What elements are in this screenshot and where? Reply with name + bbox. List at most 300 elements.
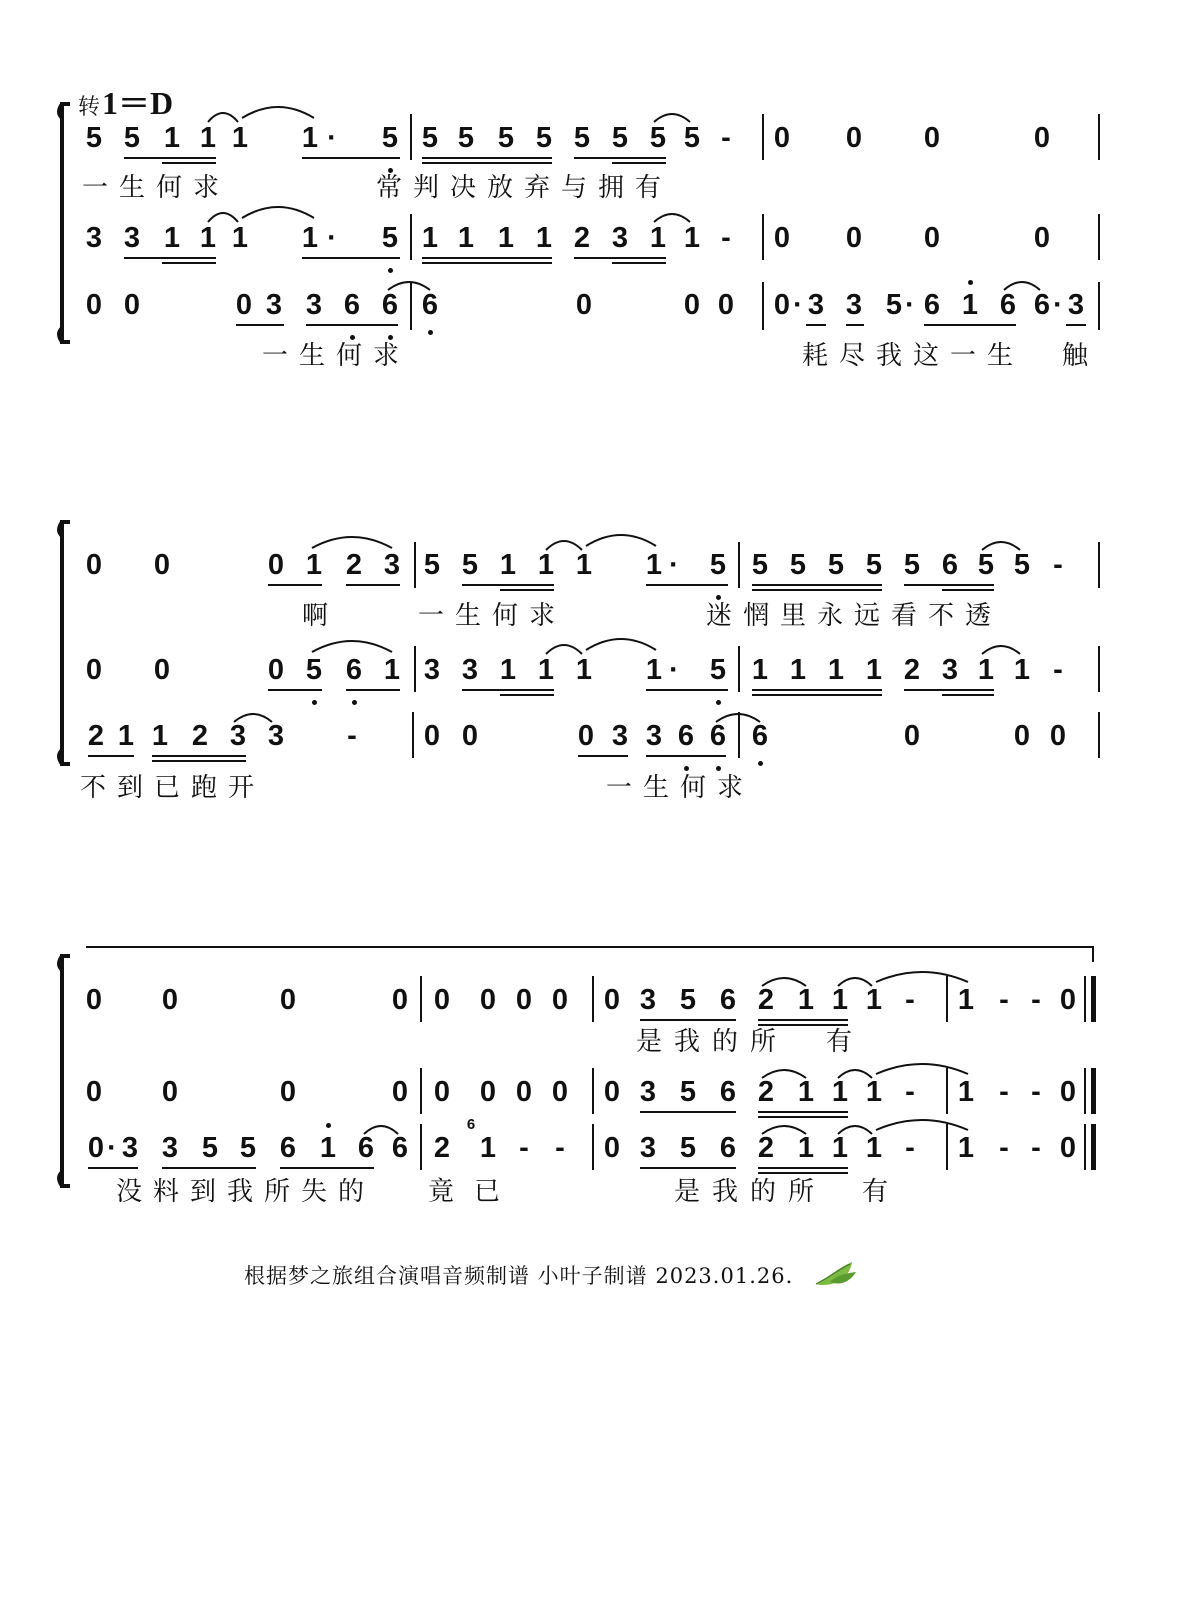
v2-note: 1 [751, 654, 769, 686]
v2-note: 1 [537, 654, 555, 686]
v2-underline [646, 689, 728, 691]
v1-note: 1 [163, 122, 181, 154]
v2-underline [904, 689, 994, 691]
v1-note: 5 [573, 122, 591, 154]
v1-note: 1 [231, 122, 249, 154]
v3-note: 0 [235, 289, 253, 321]
v3-note: 0 [1059, 1132, 1077, 1164]
v2-note: 1 [831, 1076, 849, 1108]
v1-note: - [905, 984, 915, 1016]
v2-note: 1 [797, 1076, 815, 1108]
dot-below [388, 335, 393, 340]
v1-note: 0 [85, 984, 103, 1016]
v2-underline [500, 694, 554, 696]
v1-note: - [1053, 549, 1063, 581]
v3-underline [88, 1167, 138, 1169]
v2-note: 0 [1059, 1076, 1077, 1108]
v2-note: 1 [163, 222, 181, 254]
v2-note: 1 [827, 654, 845, 686]
v3-note: 6 [751, 720, 769, 752]
v2-note: 1 [865, 1076, 883, 1108]
v2-underline [422, 257, 552, 259]
dot-below [350, 335, 355, 340]
v3-note: 6 [391, 1132, 409, 1164]
v1-underline [758, 1019, 848, 1021]
v2-note: 5 [381, 222, 399, 254]
v3-note: 3 [265, 289, 283, 321]
v3-note: 3 [1067, 289, 1085, 321]
v2-note: 5 [679, 1076, 697, 1108]
v1-note: 0 [85, 549, 103, 581]
v3-note: 0 [577, 720, 595, 752]
v3-note: 3 [229, 720, 247, 752]
dot-below [428, 330, 433, 335]
v1-note: 0 [279, 984, 297, 1016]
v3-note: 1 [865, 1132, 883, 1164]
v3-note: 0 [683, 289, 701, 321]
v3-note: 0 [461, 720, 479, 752]
v3-note: · [905, 289, 915, 321]
v1-note: 0 [433, 984, 451, 1016]
dot-below [388, 268, 393, 273]
v2-note: 0 [551, 1076, 569, 1108]
v2-note: 0 [433, 1076, 451, 1108]
v1-note: 0 [773, 122, 791, 154]
v1-underline [640, 1019, 736, 1021]
v1-note: 3 [383, 549, 401, 581]
v1-note: 5 [85, 122, 103, 154]
v2-note: 1 [199, 222, 217, 254]
v2-note: 3 [639, 1076, 657, 1108]
barline [420, 1124, 422, 1170]
v1-note: 1 [575, 549, 593, 581]
barline [1098, 646, 1100, 692]
v1-underline [462, 584, 554, 586]
v1-note: 0 [161, 984, 179, 1016]
barline [592, 976, 594, 1022]
v1-note: 0 [845, 122, 863, 154]
v1-note: 5 [827, 549, 845, 581]
v3-note: - [555, 1132, 565, 1164]
v2-note: 1 [421, 222, 439, 254]
v1-note: 5 [497, 122, 515, 154]
tie-slur [586, 639, 656, 650]
final-barline [1091, 1124, 1096, 1170]
v1-note: 5 [123, 122, 141, 154]
v3-note: 0 [773, 289, 791, 321]
v1-note: 5 [457, 122, 475, 154]
lyric-s1-v3-c: 触 [1062, 341, 1100, 371]
v1-note: 0 [1059, 984, 1077, 1016]
v1-note: 0 [479, 984, 497, 1016]
v1-note: 0 [267, 549, 285, 581]
barline [1098, 542, 1100, 588]
v3-underline [1066, 324, 1086, 326]
v1-note: 5 [381, 122, 399, 154]
v3-note: 6 [343, 289, 361, 321]
v3-note: 3 [305, 289, 323, 321]
system-bracket [59, 104, 70, 342]
lyric-s1-v3-a: 一生何求 [262, 341, 411, 371]
v1-note: 5 [789, 549, 807, 581]
v3-note: 1 [797, 1132, 815, 1164]
v1-note: 1 [301, 122, 319, 154]
v2-note: 0 [279, 1076, 297, 1108]
lyric-s2-v1-c: 迷惘里永远看不透 [706, 601, 1003, 631]
v1-note: 5 [683, 122, 701, 154]
v2-note: 2 [757, 1076, 775, 1108]
v1-note: 5 [461, 549, 479, 581]
v1-underline [346, 584, 400, 586]
v3-note: 0 [87, 1132, 105, 1164]
lyric-s3-v3-b: 竟已 [428, 1177, 521, 1207]
v2-note: - [721, 222, 731, 254]
v3-note: 0 [123, 289, 141, 321]
v2-note: 1 [535, 222, 553, 254]
v2-note: · [669, 654, 679, 686]
v3-note: 5 [679, 1132, 697, 1164]
v1-note: 5 [535, 122, 553, 154]
v1-note: · [327, 122, 337, 154]
v2-note: 1 [649, 222, 667, 254]
v3-note: 6 [279, 1132, 297, 1164]
v1-underline [422, 157, 552, 159]
v2-note: 1 [497, 222, 515, 254]
v2-underline [124, 257, 216, 259]
v1-note: 5 [423, 549, 441, 581]
v2-note: 1 [575, 654, 593, 686]
v2-note: 0 [85, 654, 103, 686]
v2-note: 3 [461, 654, 479, 686]
lyric-s2-v1-a: 啊 [302, 601, 340, 631]
v1-note: 5 [751, 549, 769, 581]
v2-note: 6 [719, 1076, 737, 1108]
v3-note: 0 [1049, 720, 1067, 752]
v3-note: 1 [117, 720, 135, 752]
v1-underline [752, 584, 882, 586]
v2-note: 3 [423, 654, 441, 686]
v1-underline [162, 162, 216, 164]
barline [1084, 1124, 1086, 1170]
barline [414, 542, 416, 588]
barline [738, 712, 740, 758]
v2-note: 5 [709, 654, 727, 686]
v1-underline [758, 1024, 848, 1026]
v2-note: 3 [941, 654, 959, 686]
key-change-label: 转 [78, 95, 101, 120]
v3-note: · [107, 1132, 117, 1164]
v1-note: 6 [941, 549, 959, 581]
v1-underline [422, 162, 552, 164]
v3-underline [640, 1167, 736, 1169]
tie-slur [242, 207, 314, 218]
barline [1098, 214, 1100, 260]
system-bracket [59, 522, 70, 764]
dot-above [968, 280, 973, 285]
barline [738, 646, 740, 692]
v1-note: - [721, 122, 731, 154]
v3-note: - [999, 1132, 1009, 1164]
v2-underline [268, 689, 322, 691]
v3-note: 3 [611, 720, 629, 752]
v2-note: 1 [957, 1076, 975, 1108]
v2-note: 0 [603, 1076, 621, 1108]
v2-note: 1 [683, 222, 701, 254]
v1-note: 3 [639, 984, 657, 1016]
v2-underline [422, 262, 552, 264]
v2-note: 0 [515, 1076, 533, 1108]
barline [762, 282, 764, 330]
v3-underline [924, 324, 1016, 326]
v1-underline [942, 589, 994, 591]
v3-note: - [1031, 1132, 1041, 1164]
v3-note: 0 [603, 1132, 621, 1164]
v1-note: 5 [903, 549, 921, 581]
lyric-s2-v1-b: 一生何求 [418, 601, 567, 631]
v1-note: 0 [923, 122, 941, 154]
v1-note: 5 [977, 549, 995, 581]
v1-underline [904, 584, 994, 586]
v1-underline [752, 589, 882, 591]
footer-credit: 根据梦之旅组合演唱音频制谱 小叶子制谱 2023.01.26. [244, 1264, 794, 1288]
v3-note: 3 [639, 1132, 657, 1164]
v1-note: 1 [865, 984, 883, 1016]
v2-underline [612, 262, 666, 264]
v2-note: 0 [845, 222, 863, 254]
barline [1092, 946, 1094, 962]
v2-note: 0 [85, 1076, 103, 1108]
v3-note: - [519, 1132, 529, 1164]
v3-note: 0 [717, 289, 735, 321]
tie-slur [242, 107, 314, 118]
v2-note: 1 [645, 654, 663, 686]
v2-note: - [1053, 654, 1063, 686]
barline [410, 114, 412, 160]
v2-underline [462, 689, 554, 691]
v2-underline [346, 689, 400, 691]
v1-note: 1 [645, 549, 663, 581]
barline [1098, 282, 1100, 330]
barline [946, 976, 948, 1022]
v3-note: - [347, 720, 357, 752]
v1-note: - [1031, 984, 1041, 1016]
barline [414, 646, 416, 692]
system-bracket [59, 956, 70, 1186]
v1-underline [646, 584, 728, 586]
lyric-s3-v3-c: 是我的所 [674, 1177, 827, 1207]
dot-below [352, 700, 357, 705]
v2-note: 1 [789, 654, 807, 686]
key-value: 1＝D [102, 85, 174, 121]
barline [1098, 712, 1100, 758]
v1-note: · [669, 549, 679, 581]
v2-note: 0 [923, 222, 941, 254]
v1-note: 1 [537, 549, 555, 581]
v3-underline [806, 324, 826, 326]
dot-below [312, 700, 317, 705]
v3-underline [236, 324, 284, 326]
v2-underline [758, 1111, 848, 1113]
v2-underline [574, 257, 666, 259]
v2-note: 1 [865, 654, 883, 686]
v2-note: 1 [383, 654, 401, 686]
v3-note: 3 [807, 289, 825, 321]
v3-note: 6 [381, 289, 399, 321]
barline [410, 282, 412, 330]
final-barline [1091, 976, 1096, 1022]
v3-note: 2 [191, 720, 209, 752]
lyric-s3-v3-a: 没料到我所失的 [116, 1177, 376, 1207]
v2-note: 0 [267, 654, 285, 686]
v3-note: 6 [719, 1132, 737, 1164]
v3-note: 3 [267, 720, 285, 752]
lyric-s1-v1-a: 一生何求 [82, 173, 231, 203]
v3-note: 0 [85, 289, 103, 321]
v1-note: 2 [345, 549, 363, 581]
barline [1084, 1068, 1086, 1114]
v3-note: 5 [239, 1132, 257, 1164]
v3-note: 6 [709, 720, 727, 752]
v1-underline [302, 157, 400, 159]
v3-note: 6 [1033, 289, 1051, 321]
v3-note: 3 [121, 1132, 139, 1164]
v2-note: 0 [479, 1076, 497, 1108]
v2-underline [752, 689, 882, 691]
v1-note: 0 [515, 984, 533, 1016]
dot-below [388, 168, 393, 173]
v2-note: 0 [153, 654, 171, 686]
dot-below [684, 766, 689, 771]
v3-note: - [905, 1132, 915, 1164]
v1-note: 0 [1033, 122, 1051, 154]
barline [420, 976, 422, 1022]
v1-note: 0 [603, 984, 621, 1016]
v1-note: 6 [719, 984, 737, 1016]
v2-note: 5 [305, 654, 323, 686]
v3-note: 2 [757, 1132, 775, 1164]
v2-note: 0 [1033, 222, 1051, 254]
v1-note: 0 [551, 984, 569, 1016]
v1-note: 5 [679, 984, 697, 1016]
v1-note: - [999, 984, 1009, 1016]
v2-note: 6 [345, 654, 363, 686]
v1-note: 5 [421, 122, 439, 154]
barline [592, 1124, 594, 1170]
v1-underline [268, 584, 322, 586]
v3-note: 0 [575, 289, 593, 321]
v3-underline [646, 755, 726, 757]
barline [1084, 976, 1086, 1022]
barline [410, 214, 412, 260]
v2-note: 1 [457, 222, 475, 254]
v2-note: - [999, 1076, 1009, 1108]
v2-note: 0 [161, 1076, 179, 1108]
v3-underline [162, 1167, 256, 1169]
v3-note: 2 [87, 720, 105, 752]
lyric-s3-v3-d: 有 [862, 1177, 900, 1207]
v3-underline [758, 1172, 848, 1174]
v1-underline [500, 589, 554, 591]
v2-note: 1 [499, 654, 517, 686]
v2-note: 0 [391, 1076, 409, 1108]
lyric-s3-v1-a: 是我的所 [636, 1027, 789, 1057]
v2-note: 3 [611, 222, 629, 254]
v2-note: - [905, 1076, 915, 1108]
v1-underline [124, 157, 216, 159]
v3-note: 3 [161, 1132, 179, 1164]
barline [762, 214, 764, 260]
barline [412, 712, 414, 758]
barline [946, 1124, 948, 1170]
v3-underline [88, 755, 134, 757]
dot-below [758, 761, 763, 766]
v3-note: 5 [201, 1132, 219, 1164]
v2-note: 3 [85, 222, 103, 254]
v3-note: 1 [831, 1132, 849, 1164]
v3-underline [280, 1167, 374, 1169]
v2-note: · [327, 222, 337, 254]
lyric-s1-v1-b: 常判决放弃与拥有 [376, 173, 673, 203]
v2-note: 1 [977, 654, 995, 686]
v3-note: 6 [923, 289, 941, 321]
v3-note: 3 [645, 720, 663, 752]
v1-note: 5 [649, 122, 667, 154]
v3-underline [758, 1167, 848, 1169]
v1-note: 0 [153, 549, 171, 581]
dot-above [326, 1123, 331, 1128]
v2-note: 1 [301, 222, 319, 254]
barline [738, 542, 740, 588]
v2-note: 1 [231, 222, 249, 254]
v1-note: 1 [831, 984, 849, 1016]
v3-underline [152, 755, 246, 757]
v3-note: 6 [357, 1132, 375, 1164]
dot-below [716, 595, 721, 600]
v3-note: 0 [1013, 720, 1031, 752]
repeat-ending-line [86, 946, 1092, 948]
v1-note: 5 [865, 549, 883, 581]
v3-note: 1 [151, 720, 169, 752]
v2-underline [162, 262, 216, 264]
v3-note: 2 [433, 1132, 451, 1164]
v3-note: · [1053, 289, 1063, 321]
v1-note: 1 [957, 984, 975, 1016]
v2-underline [752, 694, 882, 696]
v2-underline [758, 1116, 848, 1118]
v2-note: 2 [573, 222, 591, 254]
v3-note: 5 [885, 289, 903, 321]
v1-note: 2 [757, 984, 775, 1016]
dot-below [716, 700, 721, 705]
v3-underline [846, 324, 864, 326]
v2-underline [640, 1111, 736, 1113]
v1-note: 1 [499, 549, 517, 581]
v3-underline [152, 760, 246, 762]
v1-underline [574, 157, 666, 159]
v3-note: 6 [421, 289, 439, 321]
v1-note: 5 [611, 122, 629, 154]
v2-underline [942, 694, 994, 696]
v3-note: 1 [319, 1132, 337, 1164]
final-barline [1091, 1068, 1096, 1114]
v2-note: - [1031, 1076, 1041, 1108]
v2-note: 1 [1013, 654, 1031, 686]
v2-underline [302, 257, 400, 259]
v3-note: 1 [957, 1132, 975, 1164]
v3-note: 0 [903, 720, 921, 752]
grace-note-6: 6 [466, 1116, 476, 1133]
v1-note: 5 [1013, 549, 1031, 581]
